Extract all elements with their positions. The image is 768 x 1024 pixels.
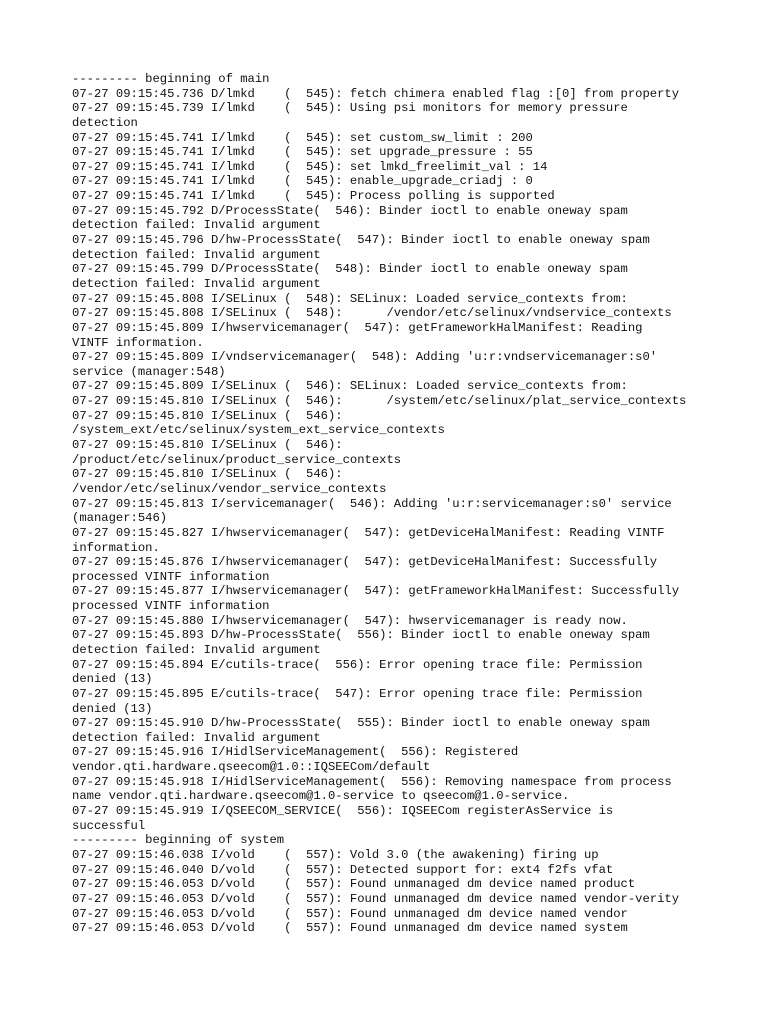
log-line: 07-27 09:15:45.739 I/lmkd ( 545): Using psi monitors for memory pressure [72,101,628,116]
log-line: detection failed: Invalid argument [72,730,321,745]
log-line: /vendor/etc/selinux/vendor_service_contexts [72,481,387,496]
log-line: 07-27 09:15:45.810 I/SELinux ( 546): /system/etc/selinux/plat_service_contexts [72,394,687,409]
log-line: detection failed: Invalid argument [72,247,321,262]
log-line: 07-27 09:15:45.918 I/HidlServiceManagement( 556): Removing namespace from process [72,774,672,789]
log-line: 07-27 09:15:45.910 D/hw-ProcessState( 555): Binder ioctl to enable oneway spam [72,716,650,731]
log-line: detection failed: Invalid argument [72,218,321,233]
log-line: 07-27 09:15:45.916 I/HidlServiceManagement( 556): Registered [72,745,519,760]
log-line: 07-27 09:15:45.808 I/SELinux ( 548): SELinux: Loaded service_contexts from: [72,291,628,306]
log-line: 07-27 09:15:45.799 D/ProcessState( 548): Binder ioctl to enable oneway spam [72,262,628,277]
log-line: /system_ext/etc/selinux/system_ext_service_contexts [72,423,445,438]
log-line: 07-27 09:15:45.809 I/SELinux ( 546): SELinux: Loaded service_contexts from: [72,379,628,394]
log-line: 07-27 09:15:45.741 I/lmkd ( 545): set upgrade_pressure : 55 [72,145,533,160]
log-line: 07-27 09:15:45.810 I/SELinux ( 546): [72,408,343,423]
log-line: 07-27 09:15:45.810 I/SELinux ( 546): [72,438,343,453]
log-line: --------- beginning of system [72,833,285,848]
log-line: processed VINTF information [72,569,270,584]
log-line: 07-27 09:15:45.880 I/hwservicemanager( 547): hwservicemanager is ready now. [72,613,628,628]
log-line: information. [72,540,160,555]
log-line: 07-27 09:15:46.053 D/vold ( 557): Found unmanaged dm device named vendor-verity [72,891,680,906]
log-line: 07-27 09:15:45.741 I/lmkd ( 545): Process polling is supported [72,189,555,204]
log-line: 07-27 09:15:45.741 I/lmkd ( 545): set lmkd_freelimit_val : 14 [72,159,548,174]
log-line: 07-27 09:15:45.809 I/vndservicemanager( 548): Adding 'u:r:vndservicemanager:s0' [72,350,658,365]
log-line: denied (13) [72,701,153,716]
log-line: 07-27 09:15:45.876 I/hwservicemanager( 547): getDeviceHalManifest: Successfully [72,555,658,570]
log-line: 07-27 09:15:45.809 I/hwservicemanager( 547): getFrameworkHalManifest: Reading [72,320,643,335]
log-line: 07-27 09:15:45.919 I/QSEECOM_SERVICE( 556): IQSEECom registerAsService is [72,804,614,819]
log-line: 07-27 09:15:45.894 E/cutils-trace( 556): Error opening trace file: Permission [72,657,643,672]
log-line: 07-27 09:15:46.053 D/vold ( 557): Found unmanaged dm device named product [72,877,636,892]
log-line: 07-27 09:15:45.741 I/lmkd ( 545): enable_upgrade_criadj : 0 [72,174,533,189]
log-line: service (manager:548) [72,364,226,379]
log-line: 07-27 09:15:46.038 I/vold ( 557): Vold 3.0 (the awakening) firing up [72,847,599,862]
log-line: 07-27 09:15:46.053 D/vold ( 557): Found unmanaged dm device named system [72,921,628,936]
log-line: 07-27 09:15:45.736 D/lmkd ( 545): fetch chimera enabled flag :[0] from property [72,86,680,101]
log-line: successful [72,818,146,833]
log-line: 07-27 09:15:46.053 D/vold ( 557): Found unmanaged dm device named vendor [72,906,628,921]
log-line: detection failed: Invalid argument [72,642,321,657]
log-line: --------- beginning of main [72,72,270,86]
log-line: 07-27 09:15:45.796 D/hw-ProcessState( 547): Binder ioctl to enable oneway spam [72,233,650,248]
log-line: name vendor.qti.hardware.qseecom@1.0-service to qseecom@1.0-service. [72,789,570,804]
log-line: denied (13) [72,672,153,687]
log-line: (manager:546) [72,511,168,526]
log-line: 07-27 09:15:45.741 I/lmkd ( 545): set custom_sw_limit : 200 [72,130,533,145]
log-line: 07-27 09:15:45.792 D/ProcessState( 546): Binder ioctl to enable oneway spam [72,203,628,218]
log-line: 07-27 09:15:45.893 D/hw-ProcessState( 556): Binder ioctl to enable oneway spam [72,628,650,643]
log-line: detection [72,115,138,130]
log-line: VINTF information. [72,335,204,350]
log-line: 07-27 09:15:45.827 I/hwservicemanager( 547): getDeviceHalManifest: Reading VINTF [72,525,665,540]
log-line: 07-27 09:15:46.040 D/vold ( 557): Detected support for: ext4 f2fs vfat [72,862,614,877]
log-line: /product/etc/selinux/product_service_contexts [72,452,402,467]
log-document [72,72,732,936]
log-line: processed VINTF information [72,599,270,614]
log-line: 07-27 09:15:45.877 I/hwservicemanager( 547): getFrameworkHalManifest: Successfully [72,584,680,599]
log-line: 07-27 09:15:45.810 I/SELinux ( 546): [72,467,343,482]
log-line: 07-27 09:15:45.813 I/servicemanager( 546): Adding 'u:r:servicemanager:s0' service [72,496,672,511]
log-line: vendor.qti.hardware.qseecom@1.0::IQSEECom/default [72,760,431,775]
log-line: 07-27 09:15:45.808 I/SELinux ( 548): /vendor/etc/selinux/vndservice_contexts [72,306,672,321]
log-line: 07-27 09:15:45.895 E/cutils-trace( 547): Error opening trace file: Permission [72,686,643,701]
log-line: detection failed: Invalid argument [72,276,321,291]
